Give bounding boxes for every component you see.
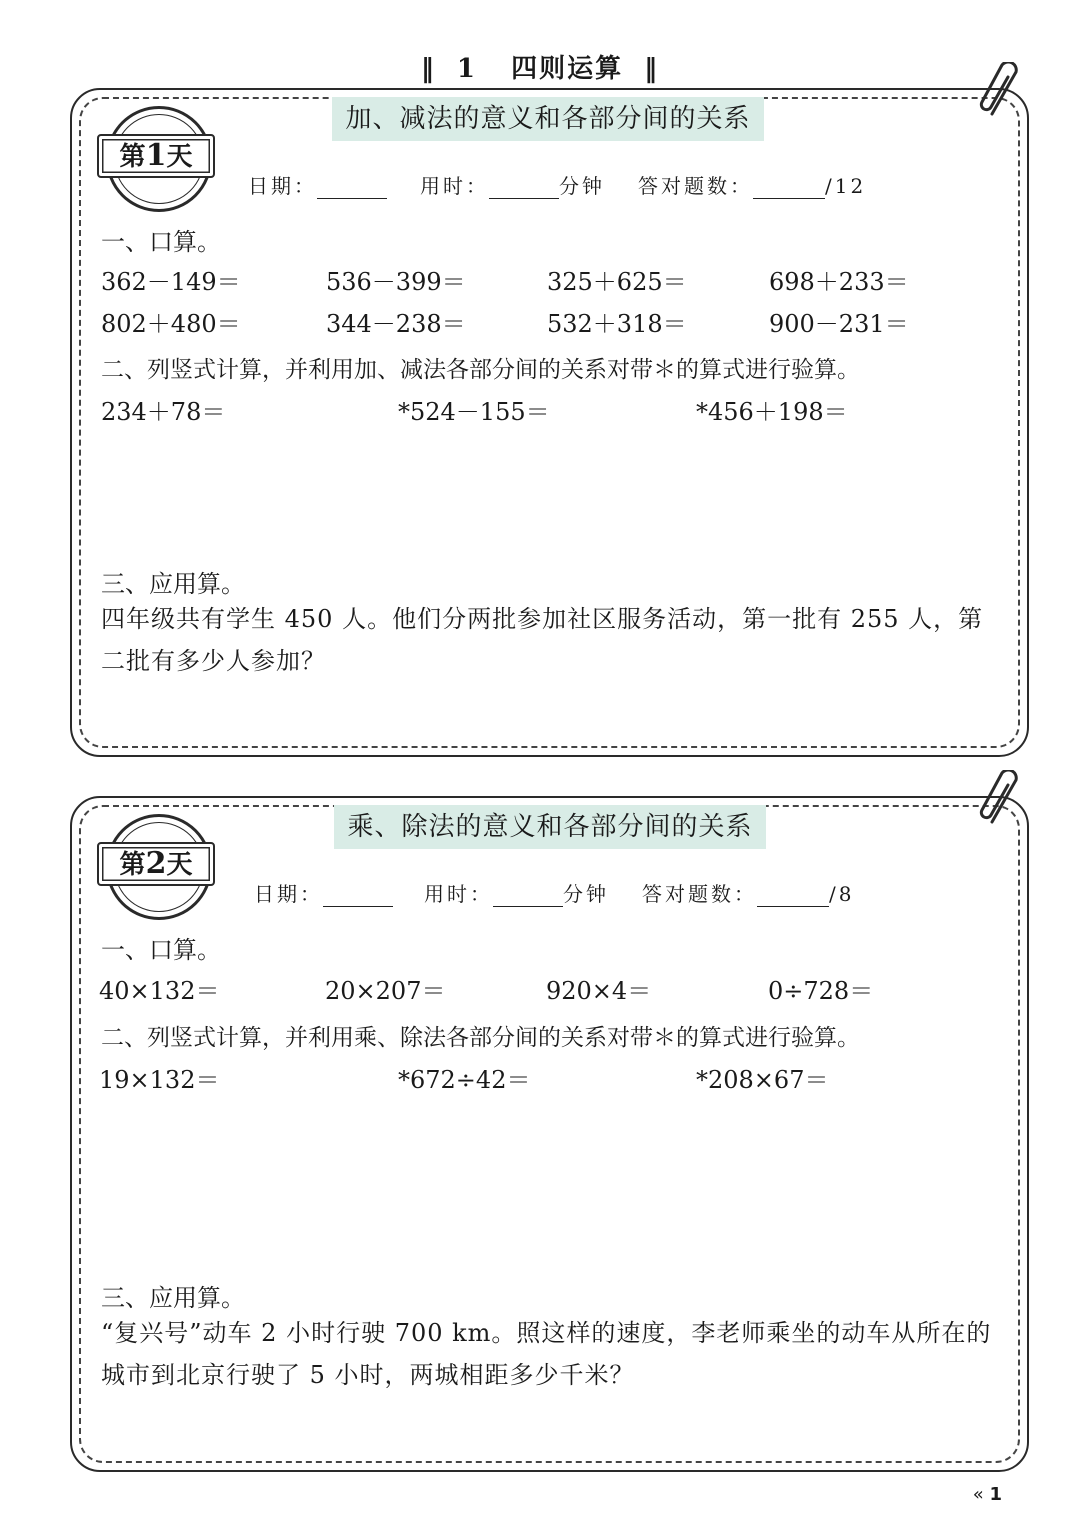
day2-section-title: 乘、除法的意义和各部分间的关系 — [334, 805, 766, 849]
day1-oral-q5: 802＋480＝ — [101, 310, 241, 338]
day2-vertical-q3: *208×67＝ — [696, 1066, 829, 1094]
day1-oral-q6: 344－238＝ — [326, 310, 466, 338]
day2-app-heading: 三、应用算。 — [101, 1284, 245, 1312]
day1-time-blank[interactable] — [489, 174, 559, 199]
day1-badge: 第1天 — [97, 134, 215, 178]
day1-oral-q3: 325＋625＝ — [547, 268, 687, 296]
day1-section-title: 加、减法的意义和各部分间的关系 — [332, 97, 764, 141]
day1-vertical-q1: 234＋78＝ — [101, 398, 226, 426]
day2-oral-q1: 40×132＝ — [99, 977, 220, 1005]
day2-score-field: 答对题数： /8 — [642, 882, 855, 906]
day1-app-problem: 四年级共有学生 450 人。他们分两批参加社区服务活动，第一批有 255 人，第二批有多少人参加？ — [101, 605, 984, 675]
day2-score-blank[interactable] — [757, 882, 829, 907]
day1-date-blank[interactable] — [317, 174, 387, 199]
paperclip-icon — [978, 770, 1028, 830]
paperclip-icon — [978, 62, 1028, 122]
day2-app-problem: “复兴号”动车 2 小时行驶 700 km。照这样的速度，李老师乘坐的动车从所在的城市到北京行驶了 5 小时，两城相距多少千米？ — [101, 1319, 992, 1389]
day1-oral-heading: 一、口算。 — [101, 228, 221, 256]
day1-score-blank[interactable] — [753, 174, 825, 199]
day2-oral-heading: 一、口算。 — [101, 936, 221, 964]
day1-oral-q2: 536－399＝ — [326, 268, 466, 296]
day2-date-field: 日期： — [254, 878, 393, 907]
day1-time-field: 用时： 分钟 — [420, 174, 605, 198]
day1-oral-q7: 532＋318＝ — [547, 310, 687, 338]
chapter-header — [0, 48, 1080, 85]
day1-oral-q8: 900－231＝ — [769, 310, 909, 338]
day2-vertical-q2: *672÷42＝ — [398, 1066, 531, 1094]
chapter-title: 四则运算 — [511, 54, 624, 84]
double-bar-right: ‖ — [644, 54, 660, 84]
day1-vertical-q2: *524－155＝ — [398, 398, 550, 426]
day2-time-field: 用时： 分钟 — [424, 882, 609, 906]
day2-oral-q4: 0÷728＝ — [768, 977, 874, 1005]
day2-vertical-heading: 二、列竖式计算，并利用乘、除法各部分间的关系对带＊的算式进行验算。 — [101, 1025, 860, 1051]
day1-oral-q1: 362－149＝ — [101, 268, 241, 296]
page-number: « 1 — [972, 1484, 1002, 1505]
chapter-number: 1 — [456, 54, 477, 84]
day2-oral-q3: 920×4＝ — [546, 977, 652, 1005]
day2-badge: 第2天 — [97, 842, 215, 886]
day2-oral-q2: 20×207＝ — [325, 977, 446, 1005]
day2-date-blank[interactable] — [323, 882, 393, 907]
day1-app-heading: 三、应用算。 — [101, 570, 245, 598]
double-chevron-left-icon: « — [972, 1484, 984, 1505]
day1-oral-q4: 698＋233＝ — [769, 268, 909, 296]
day2-vertical-q1: 19×132＝ — [99, 1066, 220, 1094]
day2-time-blank[interactable] — [493, 882, 563, 907]
day1-vertical-heading: 二、列竖式计算，并利用加、减法各部分间的关系对带＊的算式进行验算。 — [101, 357, 860, 383]
day1-date-field: 日期： — [248, 170, 387, 199]
day1-score-field: 答对题数： /12 — [638, 174, 867, 198]
day1-vertical-q3: *456＋198＝ — [696, 398, 848, 426]
double-bar-left: ‖ — [420, 54, 436, 84]
